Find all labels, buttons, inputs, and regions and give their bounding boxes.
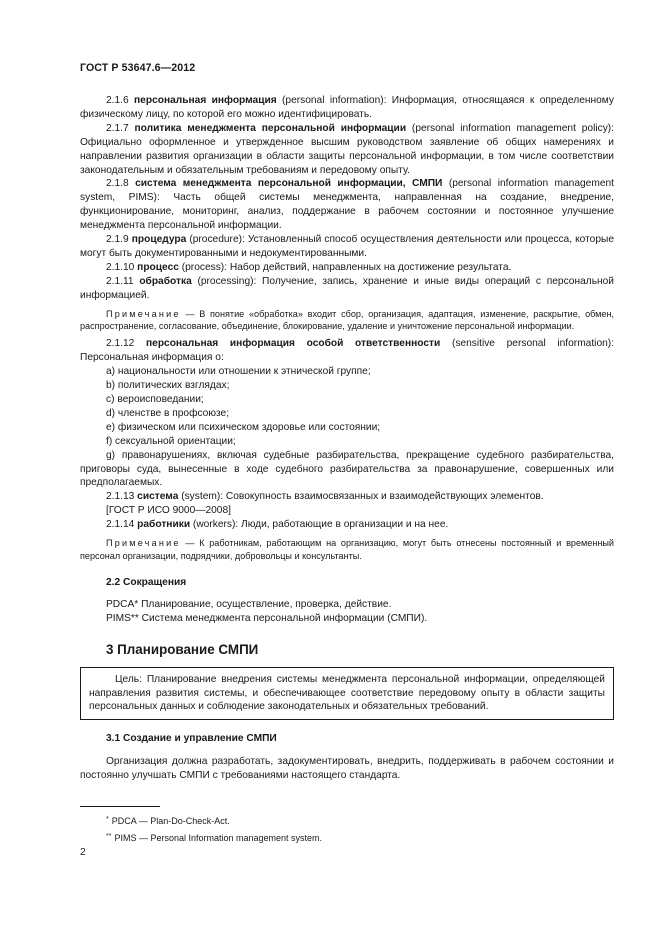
- definition-number: 2.1.13: [106, 491, 135, 503]
- definition-reference: [ГОСТ Р ИСО 9000—2008]: [106, 505, 231, 517]
- definition-number: 2.1.9: [106, 234, 129, 246]
- footnotes: [80, 806, 614, 846]
- standard-header: ГОСТ Р 53647.6—2012: [80, 62, 196, 74]
- note-processing: [80, 308, 614, 333]
- definition-number: 2.1.6: [106, 95, 129, 106]
- definition-term: процедура: [131, 234, 187, 246]
- definition-2-1-11: [80, 275, 614, 303]
- definition-text: (workers): Люди, работающие в организации и на нее.: [190, 519, 449, 531]
- footnote-text: PDCA — Plan-Do-Check-Act.: [111, 816, 230, 826]
- section-heading-3-1: 3.1 Создание и управление СМПИ: [106, 733, 277, 745]
- definition-text: (personal information): Информация, относящаяся к определенному физическому лицу, по которой его можно идентифицировать.: [80, 95, 614, 120]
- definition-text: (personal information management system, PIMS): Часть общей системы менеджмента, направленная на создание, внедрение, функционирование, мониторинг, анализ, поддержание в рабочем состоянии и постоянное улучшение менеджмента персональной информации.: [80, 178, 614, 232]
- list-item: g) правонарушениях, включая судебные разбирательства, прекращение судебного разбирательства, приговоры суда, вынесенные в ходе судебного разбирательства за правонарушение, совершенных или предполагаемых.: [80, 449, 614, 489]
- note-workers: [80, 537, 614, 562]
- note-label: Примечание: [106, 538, 181, 549]
- definition-number: 2.1.10: [106, 261, 135, 273]
- footnote-pdca: [80, 812, 614, 829]
- list-item: f) сексуальной ориентации;: [106, 435, 236, 447]
- goal-text: Цель: Планирование внедрения системы менеджмента персональной информации, определяющей направления развития системы, и обеспечивающее соответствие передовому опыту в области защиты персональных данных и соблюдение законодательных и обязательных требований.: [89, 673, 605, 713]
- definition-text: (sensitive personal information): Персональная информация о:: [80, 338, 614, 364]
- definition-number: 2.1.12: [106, 338, 135, 350]
- footnote-text: PIMS — Personal Information management system.: [114, 833, 323, 843]
- list-item: e) физическом или психическом здоровье или состоянии;: [106, 421, 381, 433]
- note-text: — К работникам, работающим на организацию, могут быть отнесены постоянный и временный персонал организации, подрядчики, добровольцы и консультанты.: [80, 538, 614, 561]
- definition-2-1-13: [80, 490, 614, 504]
- page-content: [80, 94, 614, 783]
- definition-2-1-14: [80, 518, 614, 532]
- abbreviation-pdca: PDCA* Планирование, осуществление, проверка, действие.: [106, 598, 392, 610]
- definition-text: (procedure): Установленный способ осуществления деятельности или процесса, которые могут быть документированными и недокументированными.: [80, 234, 614, 259]
- definition-term: работники: [137, 519, 191, 531]
- abbreviation-pims: PIMS** Система менеджмента персональной информации (СМПИ).: [106, 612, 428, 624]
- list-item: d) членстве в профсоюзе;: [106, 407, 230, 419]
- footnote-mark: *: [106, 816, 109, 823]
- definition-number: 2.1.8: [106, 178, 129, 190]
- note-text: — В понятие «обработка» входит сбор, организация, адаптация, изменение, раскрытие, обмен, распространение, согласование, объединение, блокирование, удаление и уничтожение персональной информации.: [80, 308, 614, 331]
- list-item: a) национальности или отношении к этнической группе;: [106, 366, 371, 378]
- definition-2-1-7: [80, 122, 614, 178]
- definition-number: 2.1.11: [106, 275, 134, 287]
- section-heading-2-2: 2.2 Сокращения: [106, 576, 187, 588]
- definition-text: (system): Совокупность взаимосвязанных и взаимодействующих элементов.: [178, 491, 544, 503]
- definition-2-1-9: [80, 233, 614, 261]
- definition-term: политика менеджмента персональной информации: [134, 122, 407, 134]
- definition-number: 2.1.14: [106, 519, 135, 531]
- section-heading-3: 3 Планирование СМПИ: [106, 641, 259, 657]
- definition-term: система: [137, 491, 179, 503]
- definition-term: процесс: [137, 261, 179, 273]
- definition-term: система менеджмента персональной информации, СМПИ: [135, 178, 443, 190]
- definition-2-1-6: [80, 94, 614, 122]
- definition-2-1-12: [80, 337, 614, 365]
- list-item: c) вероисповедании;: [106, 394, 204, 406]
- section-3-1-text: Организация должна разработать, задокументировать, внедрить, поддерживать в рабочем состоянии и постоянно улучшать СМПИ с требованиями настоящего стандарта.: [80, 756, 614, 782]
- definition-term: персональная информация особой ответственности: [146, 338, 441, 350]
- definition-text: (personal information management policy): Официально оформленное и утвержденное высшим руководством заявление об общих намерениях и направлении развития организации в области защиты персональной информации, в том числе соответствии законодательным и обязательным требованиям и передовому опыту.: [80, 122, 615, 176]
- definition-2-1-8: [80, 177, 614, 233]
- definition-term: персональная информация: [134, 95, 277, 106]
- note-label: Примечание: [106, 308, 181, 319]
- definition-number: 2.1.7: [106, 122, 129, 134]
- footnote-pims: [80, 829, 614, 846]
- footnote-mark: **: [106, 833, 112, 840]
- footnote-divider: [80, 806, 160, 807]
- definition-2-1-10: [80, 261, 614, 275]
- goal-box: [80, 667, 614, 721]
- definition-text: (processing): Получение, запись, хранение и иные виды операций с персональной информацией.: [80, 275, 614, 301]
- definition-text: (process): Набор действий, направленных на достижение результата.: [178, 261, 512, 273]
- definition-term: обработка: [139, 275, 192, 287]
- list-item: b) политических взглядах;: [106, 380, 230, 392]
- page-number: 2: [80, 847, 86, 858]
